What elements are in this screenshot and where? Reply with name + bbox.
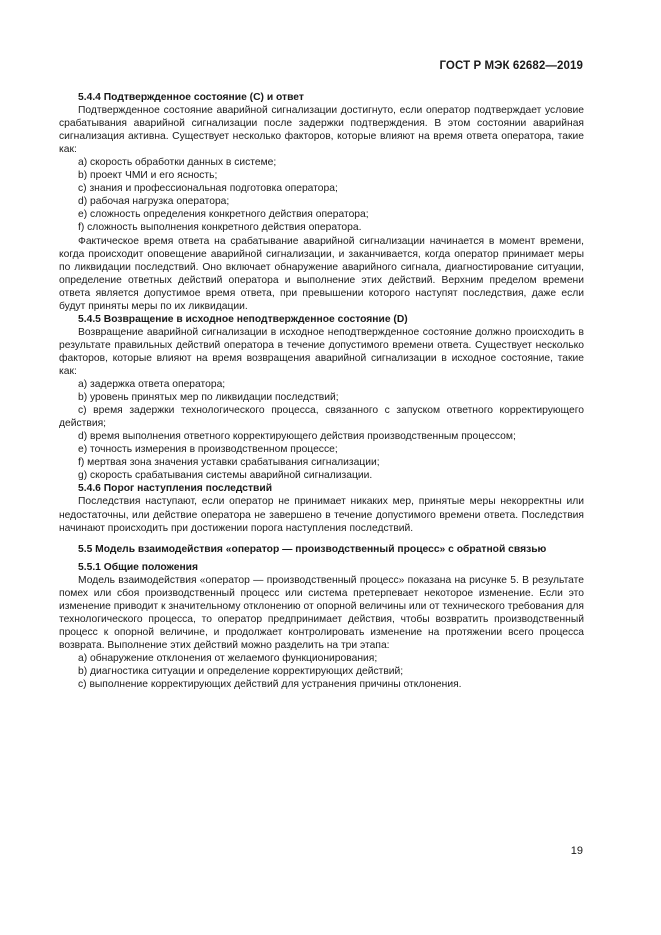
paragraph: Подтвержденное состояние аварийной сигнализации достигнуто, если оператор подтверждает условие срабатывания аварийной сигнализации после задержки подтверждения. В этом состоянии аварийная сигнализация активна. Существует несколько факторов, которые влияют на время ответа оператора, такие как: (59, 105, 584, 156)
list-item: d) время выполнения ответного корректирующего действия производственным процессом; (78, 431, 516, 443)
paragraph: Фактическое время ответа на срабатывание аварийной сигнализации начинается в момент времени, когда происходит оповещение аварийной сигнализации, и заканчивается, когда оператор принимает меры по ликвидации последствий. Оно включает обнаружение аварийного сигнала, диагностирование ситуации, определение ответных действий оператора и выполнение этих действий. Верхним пределом времени ответа является допустимое время ответа, при превышении которого наступят последствия, даже если будут приняты меры по их ликвидации. (59, 235, 584, 312)
list-item: c) выполнение корректирующих действий для устранения причины отклонения. (78, 679, 462, 691)
list-item: f) сложность выполнения конкретного действия оператора. (78, 222, 362, 234)
list-item: a) обнаружение отклонения от желаемого функционирования; (78, 652, 378, 664)
list-item: f) мертвая зона значения уставки срабатывания сигнализации; (78, 457, 380, 469)
list-item: c) знания и профессиональная подготовка оператора; (78, 183, 338, 195)
section-heading-5-5-1: 5.5.1 Общие положения (78, 561, 198, 573)
standard-header: ГОСТ Р МЭК 62682—2019 (439, 60, 583, 72)
section-heading-5-4-6: 5.4.6 Порог наступления последствий (78, 483, 273, 495)
section-heading-5-5: 5.5 Модель взаимодействия «оператор — производственный процесс» с обратной связью (78, 543, 547, 555)
paragraph: Модель взаимодействия «оператор — производственный процесс» показана на рисунке 5. В результате помех или сбоя производственный процесс или система претерпевает некоторое изменение. Если это изменение приводит к значительному отклонению от опорной величины или от технического требования для технологического процесса, то оператор предпринимает действия, чтобы возвратить производственный процесс к опорной величине, и продолжает контролировать изменение на протяжении всего процесса возврата. Выполнение этих действий можно разделить на три этапа: (59, 574, 584, 651)
list-item: g) скорость срабатывания системы аварийной сигнализации. (78, 470, 373, 482)
list-item: c) время задержки технологического процесса, связанного с запуском ответного корректирующего действия; (59, 405, 584, 430)
list-item: e) точность измерения в производственном процессе; (78, 444, 338, 456)
list-item: e) сложность определения конкретного действия оператора; (78, 209, 369, 221)
page-number: 19 (570, 845, 583, 857)
document-body (59, 91, 584, 691)
list-item: b) диагностика ситуации и определение корректирующих действий; (78, 666, 404, 678)
paragraph: Последствия наступают, если оператор не принимает никаких мер, принятые меры некорректны или недостаточны, или действие оператора не завершено в течение допустимого времени ответа. Последствия начинают происходить при достижении порога наступления последствий. (59, 496, 584, 534)
list-item: a) скорость обработки данных в системе; (78, 157, 277, 169)
section-heading-5-4-4: 5.4.4 Подтвержденное состояние (С) и ответ (78, 92, 304, 103)
list-item: b) проект ЧМИ и его ясность; (78, 170, 218, 182)
list-item: d) рабочая нагрузка оператора; (78, 196, 230, 208)
paragraph: Возвращение аварийной сигнализации в исходное неподтвержденное состояние должно происходить в результате правильных действий оператора в течение допустимого времени ответа. Существует несколько факторов, которые влияют на время возвращения аварийной сигнализации в исходное состояние, такие как: (59, 326, 584, 377)
section-heading-5-4-5: 5.4.5 Возвращение в исходное неподтвержденное состояние (D) (78, 313, 408, 325)
list-item: b) уровень принятых мер по ликвидации последствий; (78, 392, 339, 404)
list-item: a) задержка ответа оператора; (78, 379, 226, 391)
